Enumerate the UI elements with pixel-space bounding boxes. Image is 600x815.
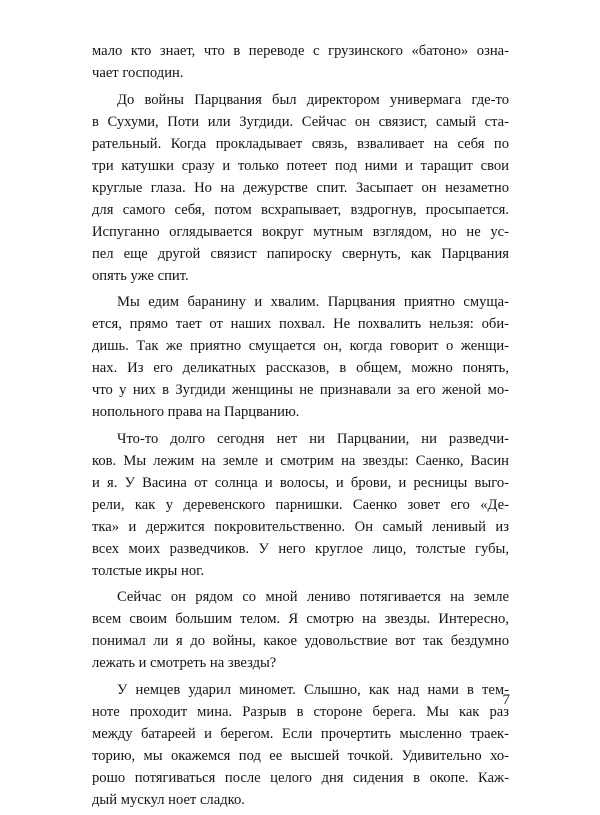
text-line: всем своим большим телом. Я смотрю на звезды. Интересно, xyxy=(92,611,509,627)
text-line: мало кто знает, что в переводе с грузинского «батоно» озна- xyxy=(92,43,509,59)
text-line: дый мускул ноет сладко. xyxy=(92,791,245,808)
text-line: ется, прямо тает от наших похвал. Не похвалить нельзя: оби- xyxy=(92,316,509,332)
text-line: Мы едим баранину и хвалим. Парцвания приятно смуща- xyxy=(117,294,509,310)
body-text xyxy=(92,40,509,815)
paragraph xyxy=(92,586,509,674)
paragraph xyxy=(92,89,509,287)
text-line: понимал ли я до войны, какое удовольствие вот так бездумно xyxy=(92,633,509,649)
text-line: в Сухуми, Поти или Зугдиди. Сейчас он связист, самый ста- xyxy=(92,113,509,130)
text-line: До войны Парцвания был директором универмага где-то xyxy=(117,91,509,108)
text-line: Сейчас он рядом со мной лениво потягивается на земле xyxy=(117,589,509,605)
paragraph xyxy=(92,679,509,811)
text-line: всех моих разведчиков. У него круглое лицо, толстые губы, xyxy=(92,540,509,557)
text-line: торию, мы окажемся под ее высшей точкой. Удивительно хо- xyxy=(92,747,509,764)
text-line: рели, как у деревенского парнишки. Саенко зовет его «Де- xyxy=(92,496,509,513)
text-line: рошо потягиваться после целого дня сидения в окопе. Каж- xyxy=(92,769,509,786)
text-line: тка» и держится покровительственно. Он самый ленивый из xyxy=(92,518,509,535)
text-line: лежать и смотреть на звезды? xyxy=(92,655,277,671)
paragraph xyxy=(92,428,509,582)
text-line: ков. Мы лежим на земле и смотрим на звезды: Саенко, Васин xyxy=(92,452,509,469)
text-line: нах. Из его деликатных рассказов, в общем, можно понять, xyxy=(92,360,509,376)
text-line: нопольного права на Парцванию. xyxy=(92,404,300,420)
text-line: Что-то долго сегодня нет ни Парцвании, ни разведчи- xyxy=(117,430,509,447)
text-line: толстые икры ног. xyxy=(92,562,205,579)
text-line: круглые глаза. Но на дежурстве спит. Засыпает он незаметно xyxy=(92,179,509,196)
text-line: дишь. Так же приятно смущается он, когда говорит о женщи- xyxy=(92,338,509,354)
text-line: и я. У Васина от солнца и волосы, и брови, и ресницы выго- xyxy=(92,474,509,491)
text-line: рательный. Когда прокладывает связь, взваливает на себя по xyxy=(92,135,509,152)
text-line: для самого себя, потом всхрапывает, вздрогнув, просыпается. xyxy=(92,201,509,218)
text-line: пел еще другой связист папироску свернуть, как Парцвания xyxy=(92,245,509,262)
text-line: ноте проходит мина. Разрыв в стороне берега. Мы как раз xyxy=(92,703,509,720)
paragraph xyxy=(92,40,509,84)
paragraph xyxy=(92,291,509,423)
text-line: У немцев ударил миномет. Слышно, как над нами в тем- xyxy=(117,681,509,698)
text-line: три катушки сразу и только потеет под ними и таращит свои xyxy=(92,157,509,174)
text-line: между батареей и берегом. Если прочертить мысленно траек- xyxy=(92,725,509,742)
text-line: что у них в Зугдиди женщины не признавали за его женой мо- xyxy=(92,382,509,398)
page-number: 7 xyxy=(502,692,510,708)
text-line: чает господин. xyxy=(92,65,184,81)
text-line: Испуганно оглядывается вокруг мутным взглядом, но не ус- xyxy=(92,223,509,240)
text-line: опять уже спит. xyxy=(92,267,189,284)
